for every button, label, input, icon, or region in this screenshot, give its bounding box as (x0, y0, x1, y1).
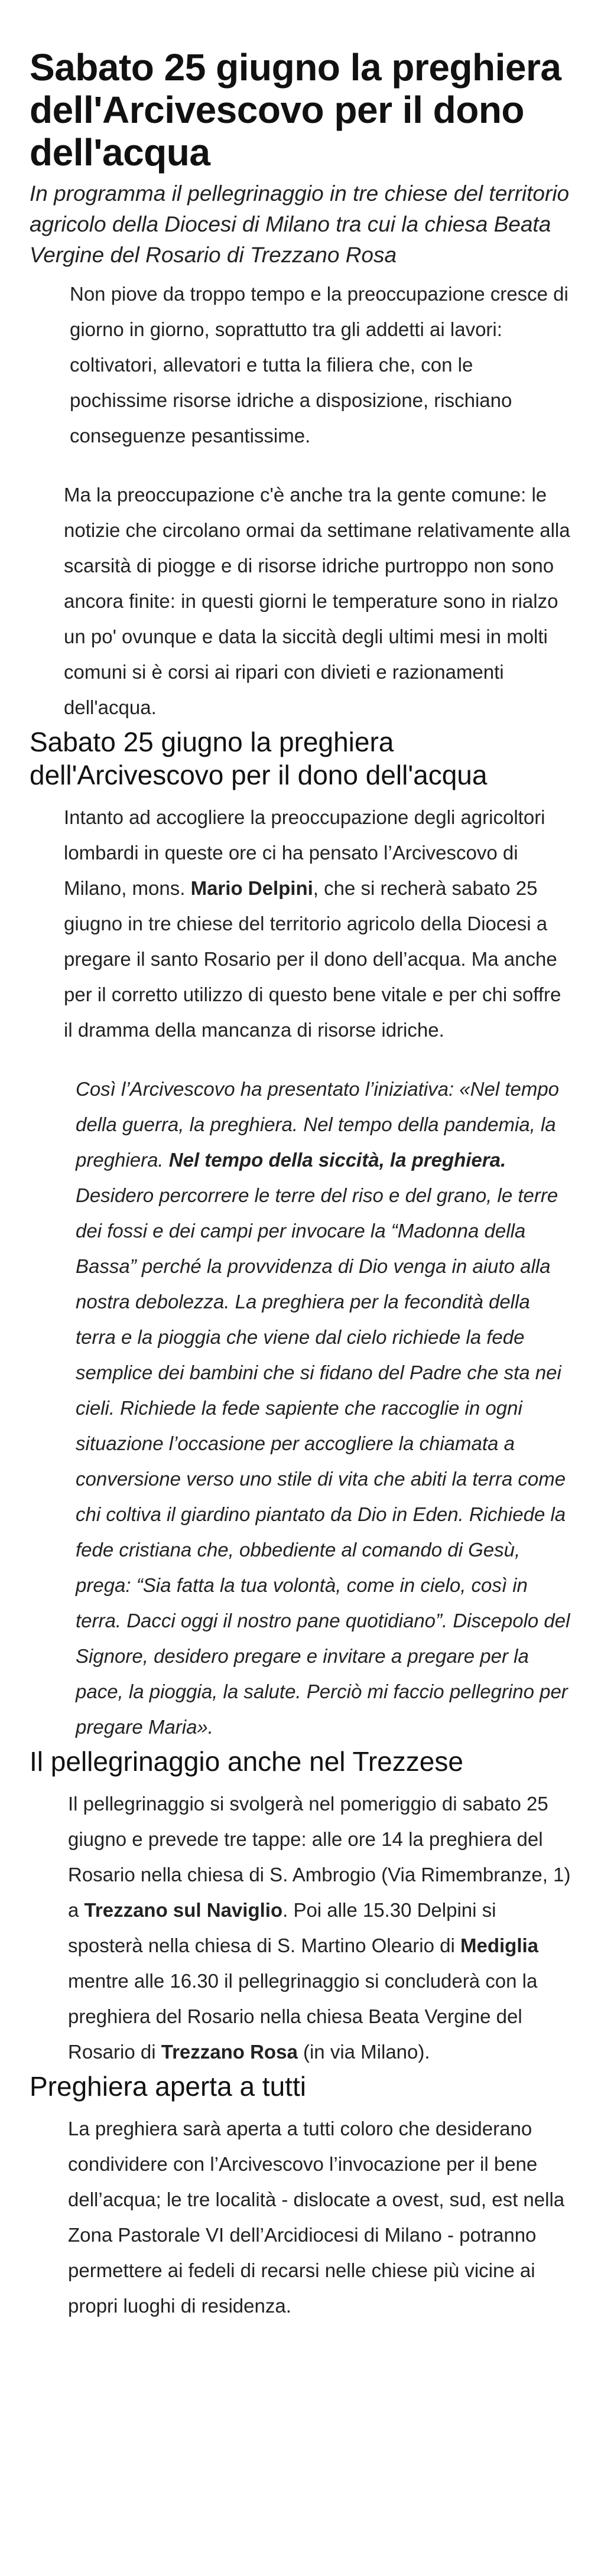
text-segment: . Poi alle 15.30 Delpini si sposterà nella chiesa di S. Martino Oleario di (68, 1899, 496, 1956)
section-paragraph-open-prayer: La preghiera sarà aperta a tutti coloro che desiderano condividere con l’Arcivescovo l’invocazione per il bene dell’acqua; le tre località - dislocate a ovest, sud, est nella Zona Pastorale VI dell’Arcidiocesi di Milano - potranno permettere ai fedeli di recarsi nelle chiese più vicine ai propri luoghi di residenza. (68, 2118, 565, 2317)
text-segment: Il pellegrinaggio si svolgerà nel pomeriggio di sabato 25 giugno e prevede tre tappe: alle ore 14 la preghiera del Rosario nella chiesa di S. Ambrogio (Via Rimembranze, 1) a (68, 1793, 571, 1921)
archbishop-quote (76, 1072, 571, 1745)
context-paragraph: Ma la preoccupazione c'è anche tra la gente comune: le notizie che circolano ormai da settimane relativamente alla scarsità di piogge e di risorse idriche purtroppo non sono ancora finite: in questi giorni le temperature sono in rialzo un po' ovunque e data la siccità degli ultimi mesi in molti comuni si è corsi ai ripari con divieti e razionamenti dell'acqua. (64, 484, 570, 718)
person-name: Mario Delpini (190, 877, 313, 899)
place-name: Trezzano Rosa (161, 2041, 298, 2063)
section-heading-open-prayer: Preghiera aperta a tutti (30, 2071, 306, 2102)
section-paragraph-pilgrimage (68, 1786, 571, 2070)
article-title: Sabato 25 giugno la preghiera dell'Arcivescovo per il dono dell'acqua (30, 46, 561, 174)
text-segment: mentre alle 16.30 il pellegrinaggio si concluderà con la preghiera del Rosario nella chiesa Beata Vergine del Rosario di (68, 1970, 538, 2063)
text-segment: (in via Milano). (297, 2041, 430, 2063)
quote-segment: Desidero percorrere le terre del riso e del grano, le terre dei fossi e dei campi per invocare la “Madonna della Bassa” perché la provvidenza di Dio venga in aiuto alla nostra debolezza. La preghiera per la fecondità della terra e la pioggia che viene dal cielo richiede la fede semplice dei bambini che si fidano del Padre che sta nei cieli. Richiede la fede sapiente che raccoglie in ogni situazione l’occasione per accogliere la chiamata a conversione verso uno stile di vita che abiti la terra come chi coltiva il giardino piantato da Dio in Eden. Richiede la fede cristiana che, obbediente al comando di Gesù, prega: “Sia fatta la tua volontà, come in cielo, così in terra. Dacci oggi il nostro pane quotidiano”. Discepolo del Signore, desidero pregare e invitare a pregare per la pace, la pioggia, la salute. Perciò mi faccio pellegrino per pregare Maria». (76, 1184, 570, 1738)
section-paragraph-prayer (64, 800, 571, 1048)
section-heading-pilgrimage: Il pellegrinaggio anche nel Trezzese (30, 1746, 463, 1777)
place-name: Mediglia (460, 1935, 539, 1956)
intro-paragraph: Non piove da troppo tempo e la preoccupazione cresce di giorno in giorno, soprattutto tra gli addetti ai lavori: coltivatori, allevatori e tutta la filiera che, con le pochissime risorse idriche a disposizione, rischiano conseguenze pesantissime. (70, 283, 568, 447)
article-subtitle: In programma il pellegrinaggio in tre chiese del territorio agricolo della Diocesi di Milano tra cui la chiesa Beata Vergine del Rosario di Trezzano Rosa (30, 181, 570, 267)
place-name: Trezzano sul Naviglio (84, 1899, 283, 1921)
text-segment: , che si recherà sabato 25 giugno in tre chiese del territorio agricolo della Diocesi a pregare il santo Rosario per il dono dell’acqua. Ma anche per il corretto utilizzo di questo bene vitale e per chi soffre il dramma della mancanza di risorse idriche. (64, 877, 561, 1041)
text-segment: Intanto ad accogliere la preoccupazione degli agricoltori lombardi in queste ore ci ha pensato l’Arcivescovo di Milano, mons. (64, 806, 545, 899)
quote-segment: Così l’Arcivescovo ha presentato l’iniziativa: «Nel tempo della guerra, la preghiera. Nel tempo della pandemia, la preghiera. (76, 1078, 560, 1171)
quote-emphasis: Nel tempo della siccità, la preghiera. (168, 1149, 506, 1171)
section-heading-prayer: Sabato 25 giugno la preghiera dell'Arcivescovo per il dono dell'acqua (30, 727, 488, 790)
